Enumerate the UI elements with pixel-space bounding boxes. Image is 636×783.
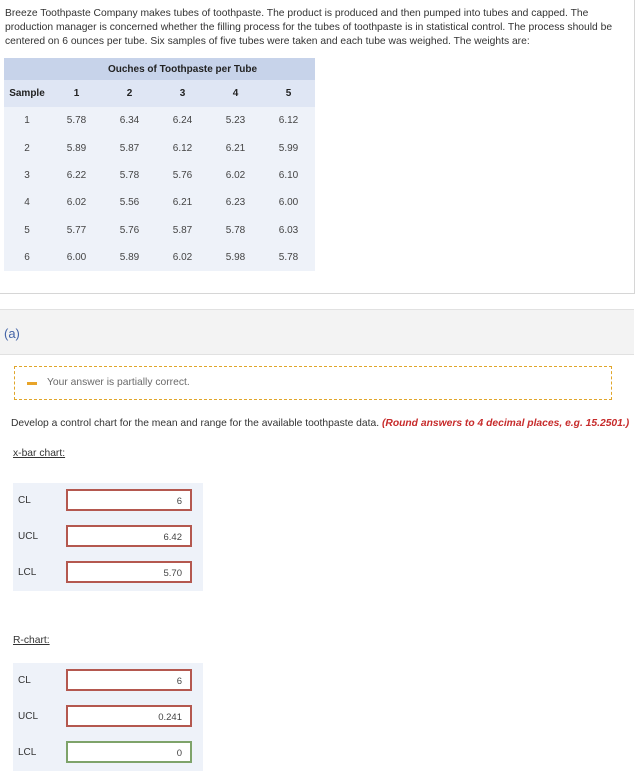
r-ucl-row — [13, 699, 203, 735]
table-row — [4, 189, 315, 216]
sample-cell: 1 — [4, 107, 50, 134]
value-cell: 6.03 — [262, 217, 315, 244]
part-label: (a) — [4, 326, 20, 341]
column-header: 5 — [262, 80, 315, 107]
xbar-fields — [13, 483, 203, 591]
xbar-cl-input[interactable]: 6 — [66, 489, 192, 511]
table-row — [4, 244, 315, 271]
sample-cell: 2 — [4, 134, 50, 161]
table-row — [4, 217, 315, 244]
column-header: 1 — [50, 80, 103, 107]
status-message: Your answer is partially correct. — [47, 377, 190, 388]
sample-cell: 4 — [4, 189, 50, 216]
xbar-ucl-row — [13, 519, 203, 555]
question-text: Develop a control chart for the mean and range for the available toothpaste data. — [11, 418, 380, 429]
value-cell: 5.89 — [50, 134, 103, 161]
value-cell: 6.12 — [156, 134, 209, 161]
field-label: UCL — [18, 711, 39, 722]
value-cell: 5.56 — [103, 189, 156, 216]
value-cell: 6.21 — [156, 189, 209, 216]
question-prompt — [11, 418, 629, 429]
xbar-chart-title: x-bar chart: — [13, 448, 66, 459]
value-cell: 6.23 — [209, 189, 262, 216]
r-cl-input[interactable]: 6 — [66, 669, 192, 691]
value-cell: 6.21 — [209, 134, 262, 161]
table-row — [4, 162, 315, 189]
value-cell: 5.78 — [103, 162, 156, 189]
value-cell: 5.77 — [50, 217, 103, 244]
value-cell: 6.00 — [262, 189, 315, 216]
value-cell: 5.78 — [262, 244, 315, 271]
field-label: CL — [18, 675, 31, 686]
table-header-row — [4, 80, 315, 107]
column-header: 3 — [156, 80, 209, 107]
value-cell: 5.87 — [103, 134, 156, 161]
r-lcl-row — [13, 735, 203, 771]
sample-cell: 6 — [4, 244, 50, 271]
r-chart-fields — [13, 663, 203, 771]
table-group-header: Ouches of Toothpaste per Tube — [50, 58, 315, 80]
value-cell: 5.87 — [156, 217, 209, 244]
r-cl-row — [13, 663, 203, 699]
value-cell: 6.10 — [262, 162, 315, 189]
field-label: CL — [18, 495, 31, 506]
sample-header: Sample — [4, 80, 50, 107]
value-cell: 5.78 — [209, 217, 262, 244]
value-cell: 6.02 — [156, 244, 209, 271]
value-cell: 6.34 — [103, 107, 156, 134]
column-header: 4 — [209, 80, 262, 107]
value-cell: 6.02 — [209, 162, 262, 189]
xbar-ucl-input[interactable]: 6.42 — [66, 525, 192, 547]
field-label: LCL — [18, 747, 37, 758]
r-ucl-input[interactable]: 0.241 — [66, 705, 192, 727]
xbar-lcl-input[interactable]: 5.70 — [66, 561, 192, 583]
part-header — [0, 309, 634, 355]
rounding-hint: (Round answers to 4 decimal places, e.g. 15.2501.) — [381, 418, 630, 429]
value-cell: 5.76 — [103, 217, 156, 244]
column-header: 2 — [103, 80, 156, 107]
value-cell: 5.23 — [209, 107, 262, 134]
value-cell: 6.12 — [262, 107, 315, 134]
field-label: LCL — [18, 567, 37, 578]
r-lcl-input[interactable]: 0 — [66, 741, 192, 763]
value-cell: 5.78 — [50, 107, 103, 134]
sample-cell: 5 — [4, 217, 50, 244]
value-cell: 6.00 — [50, 244, 103, 271]
table-row — [4, 107, 315, 134]
value-cell: 5.99 — [262, 134, 315, 161]
value-cell: 6.02 — [50, 189, 103, 216]
problem-intro: Breeze Toothpaste Company makes tubes of toothpaste. The product is produced and then pumped into tubes and capped. The production manager is concerned whether the filling process for the tubes of toothpaste is in statistical control. The process should be centered on 6 ounces per tube. Six samples of five tubes were taken and each tube was weighed. The weights are: — [5, 8, 613, 47]
value-cell: 6.22 — [50, 162, 103, 189]
r-chart-title: R-chart: — [13, 635, 50, 646]
data-table — [4, 58, 315, 271]
xbar-lcl-row — [13, 555, 203, 591]
value-cell: 5.98 — [209, 244, 262, 271]
partial-correct-notice — [14, 366, 612, 400]
value-cell: 6.24 — [156, 107, 209, 134]
field-label: UCL — [18, 531, 39, 542]
table-row — [4, 134, 315, 161]
partial-correct-icon — [27, 382, 37, 385]
value-cell: 5.76 — [156, 162, 209, 189]
sample-cell: 3 — [4, 162, 50, 189]
xbar-cl-row — [13, 483, 203, 519]
value-cell: 5.89 — [103, 244, 156, 271]
